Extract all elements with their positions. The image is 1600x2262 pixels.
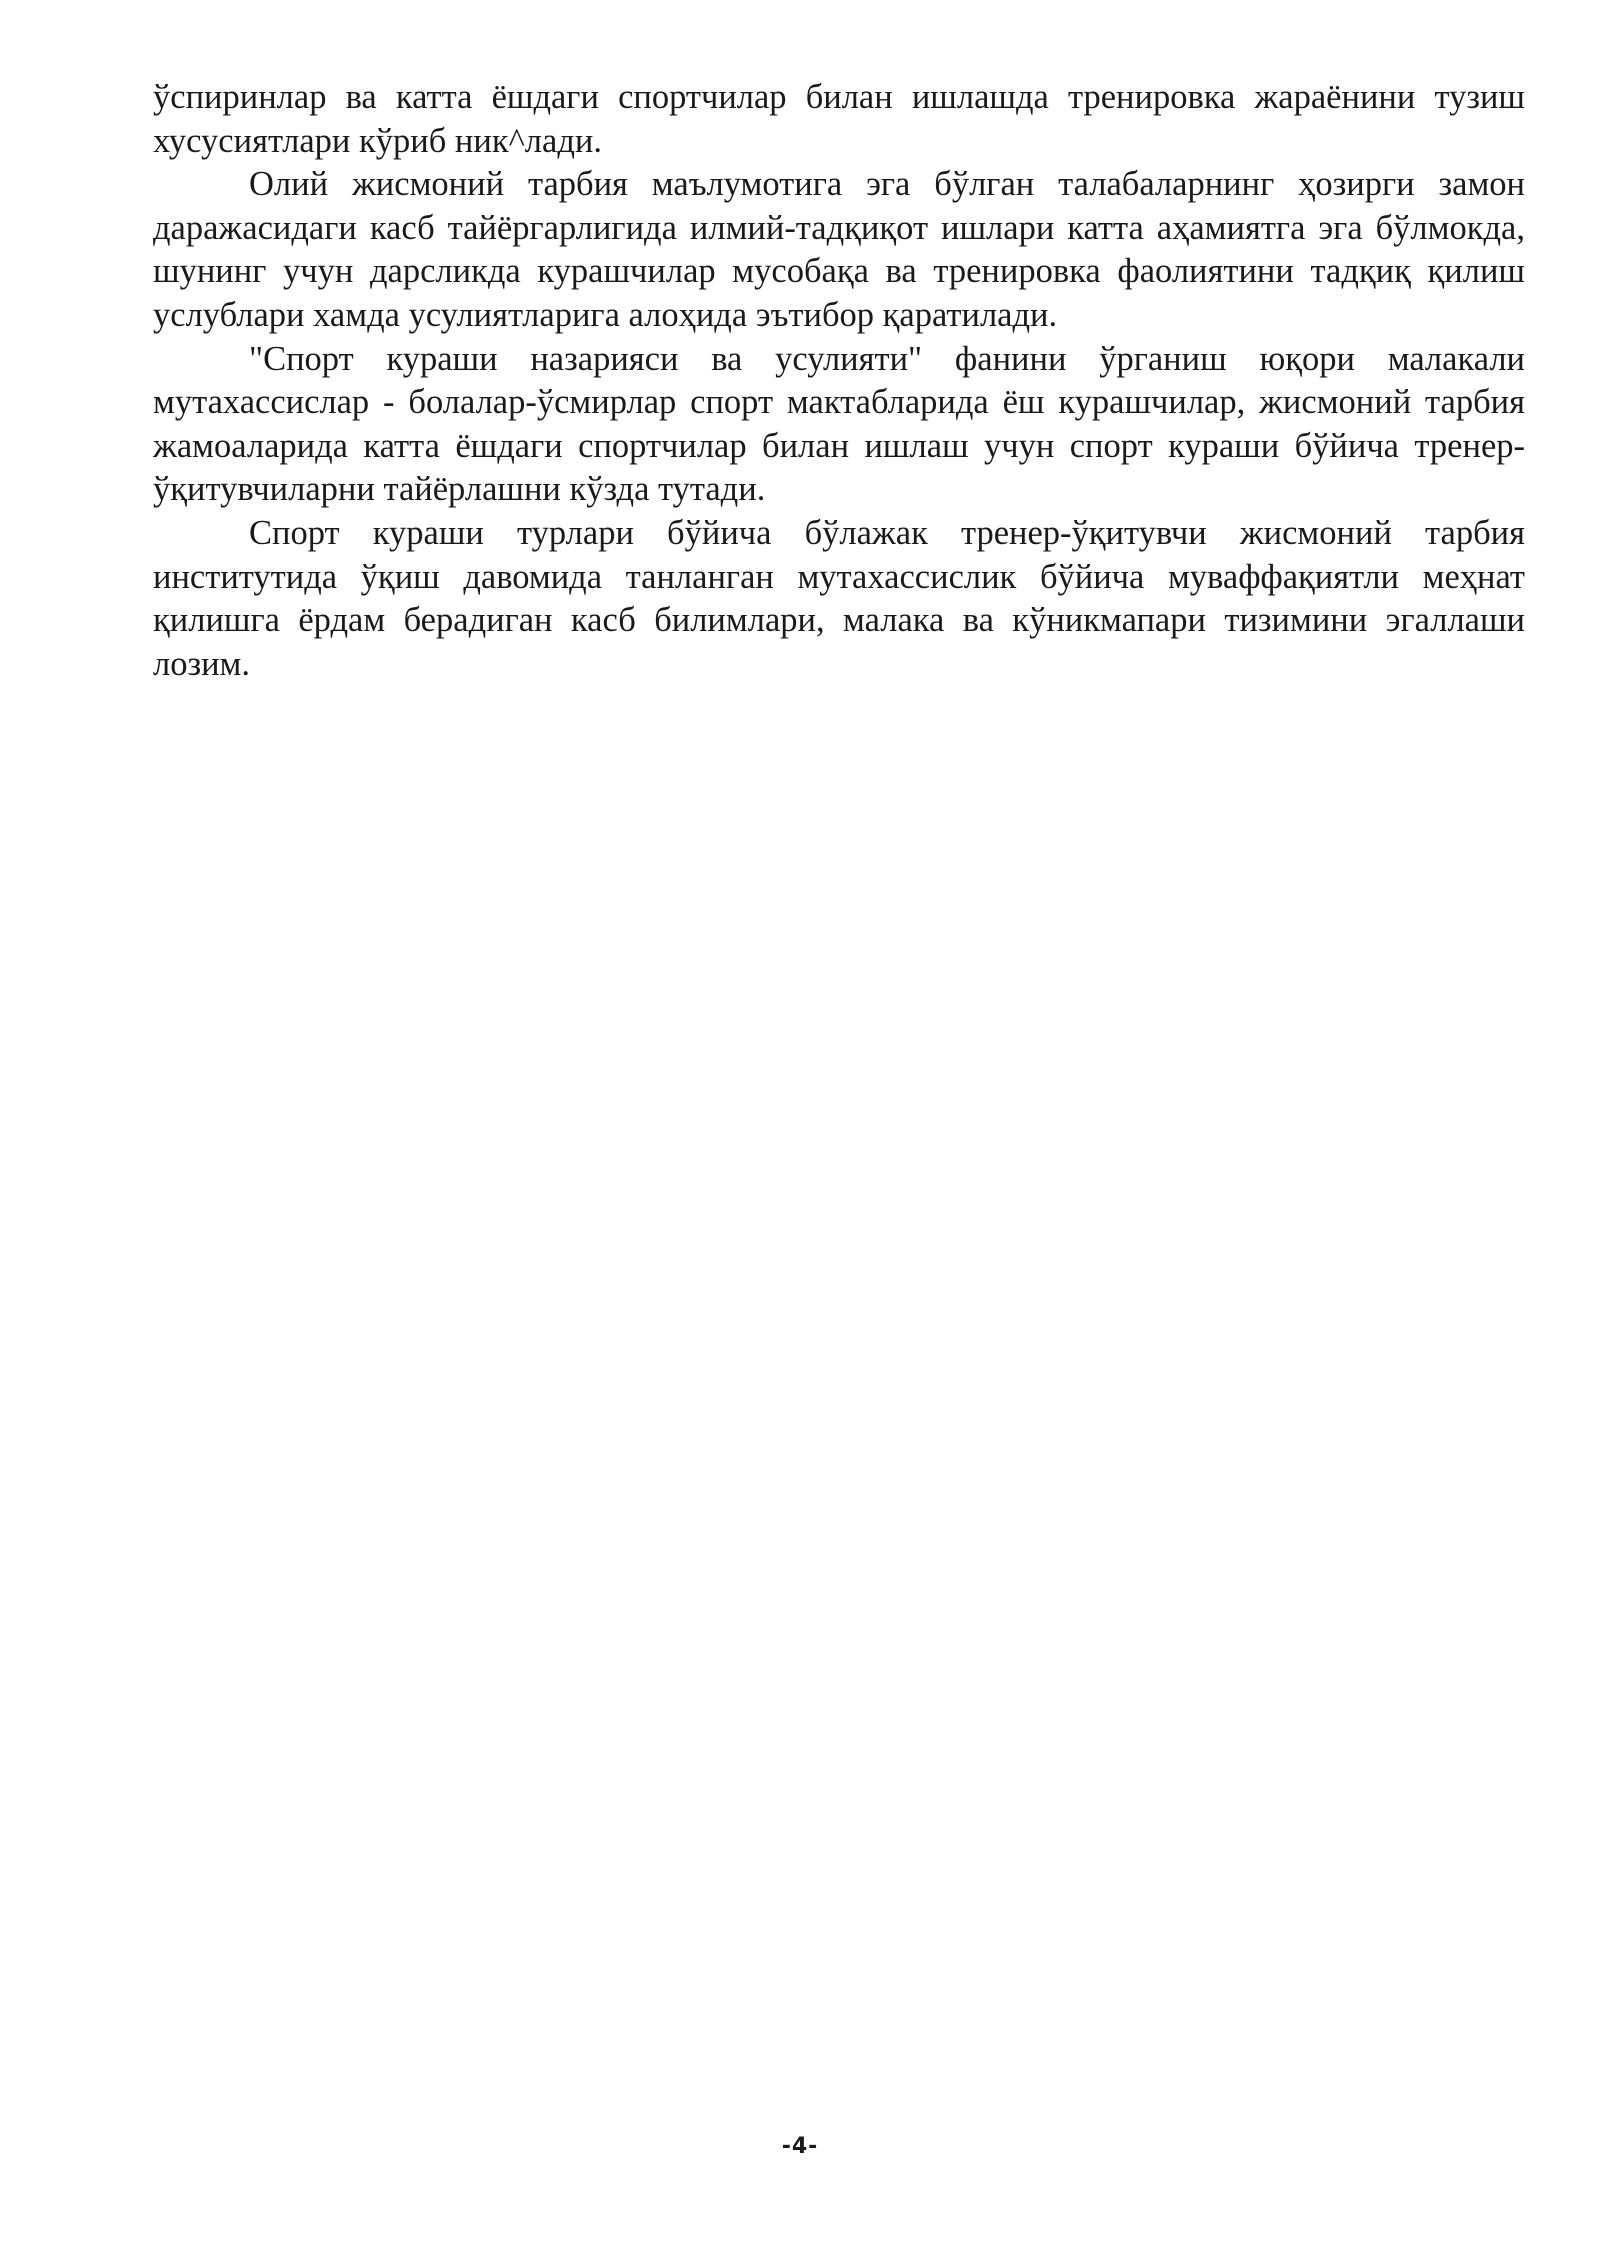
page-number: -4-	[781, 2134, 819, 2159]
paragraph: Олий жисмоний тарбия маълумотига эга бўлган талабаларнинг ҳозирги замон даражасидаги касб тайёргарлигида илмий-тадқиқот ишлари катта аҳамиятга эга бўлмокда, шунинг учун дарсликда курашчилар мусобақа ва тренировка фаолиятини тадқиқ қилиш услублари хамда усулиятларига алоҳида эътибор қаратилади.	[153, 165, 1525, 334]
body-text	[153, 76, 1525, 686]
paragraph: "Спорт кураши назарияси ва усулияти" фанини ўрганиш юқори малакали мутахассислар - болалар-ўсмирлар спорт мактабларида ёш курашчилар, жисмоний тарбия жамоаларида катта ёшдаги спортчилар билан ишлаш учун спорт кураши бўйича тренер-ўқитувчиларни тайёрлашни кўзда тутади.	[153, 339, 1525, 509]
paragraph: Спорт кураши турлари бўйича бўлажак тренер-ўқитувчи жисмоний тарбия институтида ўқиш давомида танланган мутахассислик бўйича муваффақиятли меҳнат қилишга ёрдам берадиган касб билимлари, малака ва кўникмапари тизимини эгаллаши лозим.	[153, 513, 1525, 683]
paragraph-continuation: ўспиринлар ва катта ёшдаги спортчилар билан ишлашда тренировка жараёнини тузиш хусусиятлари кўриб ник^лади.	[153, 78, 1525, 160]
